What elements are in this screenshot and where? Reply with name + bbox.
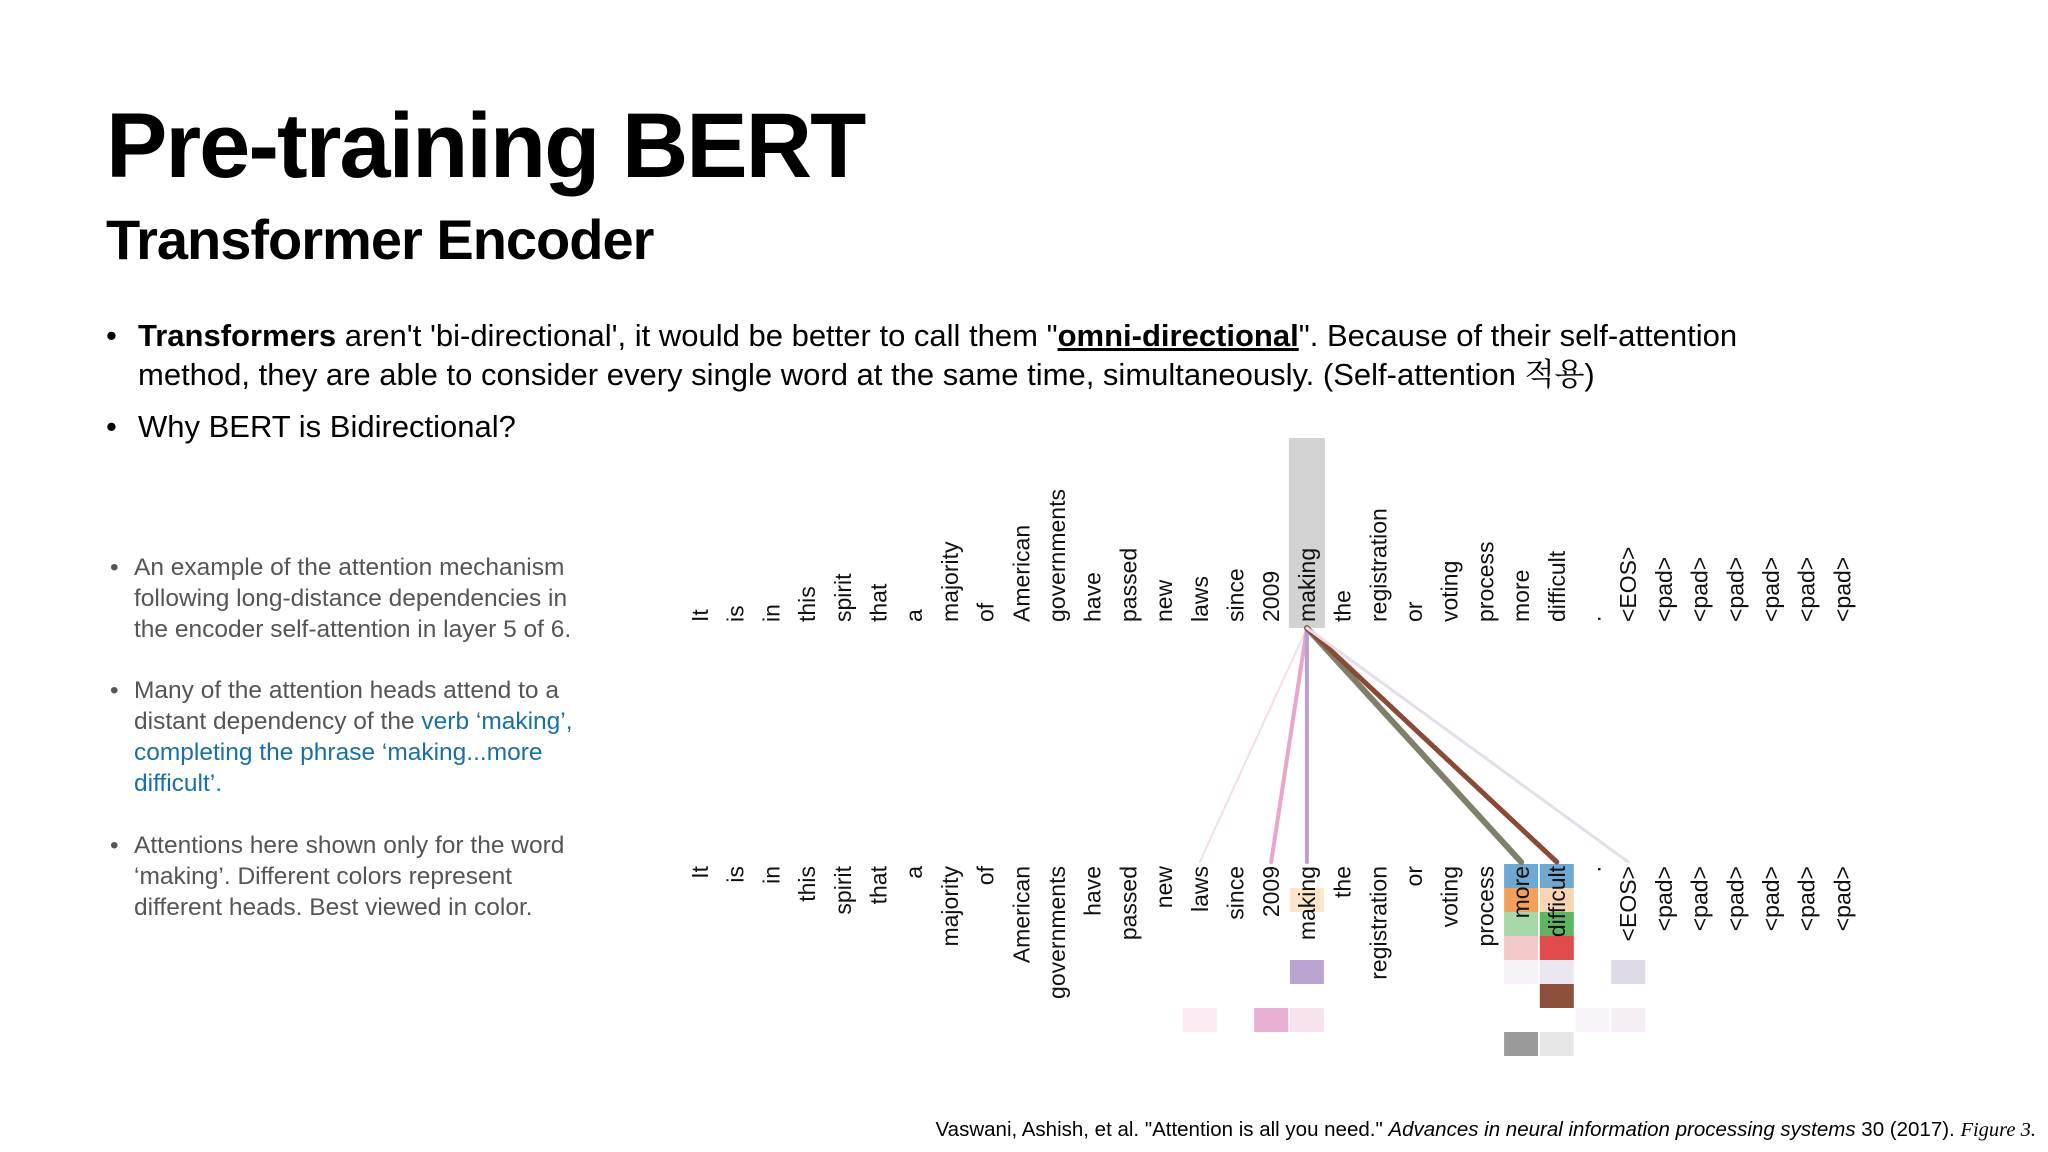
note-line: An example of the attention mechanism (134, 554, 565, 581)
token-label-top: more (1508, 569, 1535, 622)
token-label-bottom: that (865, 866, 892, 905)
bold-term: Transformers (138, 318, 337, 353)
token-label-bottom: laws (1186, 866, 1213, 913)
token-label-bottom: is (722, 866, 749, 883)
bullet-dot: • (106, 409, 117, 444)
token-label-top: a (901, 609, 928, 622)
token-label-top: the (1329, 590, 1356, 622)
attention-cell (1611, 960, 1645, 984)
note-line: Attentions here shown only for the word (134, 832, 565, 859)
token-label-bottom: It (687, 866, 713, 879)
token-label-top: . (1579, 615, 1606, 622)
token-label-bottom: registration (1365, 866, 1392, 980)
token-label-bottom: voting (1436, 866, 1463, 928)
bullet-text-part: aren't 'bi-directional', it would be better to call them " (336, 318, 1058, 353)
token-label-bottom: difficult (1543, 866, 1570, 938)
attention-cell (1540, 984, 1574, 1008)
token-label-top: that (865, 583, 892, 622)
token-label-top: passed (1115, 547, 1142, 622)
token-label-top: registration (1365, 508, 1392, 622)
attention-edge (1307, 628, 1628, 862)
citation-journal: Advances in neural information processing systems (1388, 1118, 1856, 1141)
attention-cell (1254, 1008, 1288, 1032)
token-label-top: <pad> (1829, 556, 1856, 622)
token-label-top: is (722, 605, 749, 622)
attention-cell (1611, 1008, 1645, 1032)
token-label-top: It (687, 609, 713, 622)
token-label-bottom: majority (936, 866, 963, 947)
token-label-top: <pad> (1650, 556, 1677, 622)
page-title: Pre-training BERT (106, 95, 865, 197)
bullet-text-line2: method, they are able to consider every single word at the same time, simultaneously. (Self-attention 적용) (138, 357, 1595, 392)
attention-cell (1290, 960, 1324, 984)
token-label-bottom: . (1579, 866, 1606, 873)
token-label-top: <pad> (1793, 556, 1820, 622)
attention-edge (1307, 628, 1521, 862)
bullet-dot: • (110, 554, 119, 581)
token-label-top: governments (1044, 489, 1070, 622)
attention-cell (1504, 1032, 1538, 1056)
token-label-top: voting (1436, 560, 1463, 622)
token-label-top: or (1401, 601, 1427, 622)
attention-cell (1540, 936, 1574, 960)
token-label-top: <EOS> (1615, 546, 1642, 622)
attention-edge (1271, 628, 1307, 862)
token-label-top: new (1151, 579, 1178, 622)
token-label-bottom: or (1401, 866, 1427, 887)
page-subtitle: Transformer Encoder (106, 208, 654, 271)
token-label-bottom: more (1508, 866, 1535, 919)
token-label-top: this (794, 586, 821, 622)
token-label-top: <pad> (1686, 556, 1713, 622)
token-label-top: process (1472, 541, 1499, 622)
token-label-top: difficult (1543, 550, 1570, 622)
token-label-bottom: 2009 (1258, 866, 1285, 918)
attention-cell (1504, 936, 1538, 960)
token-label-bottom: <EOS> (1615, 866, 1642, 942)
token-label-top: of (972, 602, 999, 622)
citation (936, 1118, 2036, 1142)
token-label-bottom: <pad> (1793, 866, 1820, 932)
token-label-top: making (1293, 547, 1320, 622)
note-line: following long-distance dependencies in (134, 585, 568, 612)
token-label-top: have (1079, 572, 1106, 622)
token-label-bottom: a (901, 866, 928, 879)
token-label-top: American (1008, 524, 1035, 622)
token-label-top: spirit (829, 573, 856, 622)
attention-cell (1540, 1032, 1574, 1056)
token-label-bottom: passed (1115, 866, 1142, 941)
note-line: difficult’. (134, 770, 223, 797)
bullet-text: Why BERT is Bidirectional? (138, 409, 516, 444)
token-label-bottom: <pad> (1722, 866, 1749, 932)
citation-volume: 30 (2017). (1855, 1118, 1961, 1141)
token-label-bottom: the (1329, 866, 1356, 898)
token-label-bottom: American (1008, 866, 1035, 964)
token-label-top: laws (1186, 575, 1213, 622)
note-line: Many of the attention heads attend to a (134, 677, 559, 704)
bullet-text-part: ". Because of their self-attention (1298, 318, 1738, 353)
token-label-bottom: this (794, 866, 821, 902)
attention-cell (1183, 1008, 1217, 1032)
bullet-dot: • (106, 318, 117, 353)
citation-authors: Vaswani, Ashish, et al. "Attention is all you need." (935, 1118, 1389, 1141)
citation-figure: Figure 3. (1960, 1119, 2036, 1141)
note-line: different heads. Best viewed in color. (134, 894, 533, 921)
token-label-top: <pad> (1758, 556, 1784, 622)
token-label-bottom: spirit (829, 866, 856, 915)
note-highlight: verb ‘making’, (421, 708, 573, 735)
attention-edge (1307, 628, 1557, 862)
token-label-bottom: governments (1044, 866, 1070, 999)
note-line: the encoder self-attention in layer 5 of 6. (134, 616, 572, 643)
token-label-top: 2009 (1258, 570, 1285, 622)
token-label-top: majority (936, 541, 963, 622)
note-line: ‘making’. Different colors represent (134, 863, 513, 890)
attention-cell (1290, 1008, 1324, 1032)
attention-cell (1504, 960, 1538, 984)
attention-cell (1540, 960, 1574, 984)
token-label-bottom: in (758, 866, 785, 884)
omni-directional-term: omni-directional (1057, 318, 1299, 353)
token-label-bottom: since (1222, 866, 1249, 920)
token-label-bottom: <pad> (1686, 866, 1713, 932)
token-label-top: since (1222, 568, 1249, 622)
token-label-top: in (758, 604, 785, 622)
token-label-bottom: of (972, 866, 999, 886)
attention-cell (1576, 1008, 1610, 1032)
token-label-top: <pad> (1722, 556, 1749, 622)
token-label-bottom: <pad> (1829, 866, 1856, 932)
token-label-bottom: have (1079, 866, 1106, 916)
note-line: completing the phrase ‘making...more (134, 739, 543, 766)
bullet-dot: • (110, 677, 119, 704)
token-label-bottom: making (1293, 866, 1320, 941)
token-label-bottom: <pad> (1650, 866, 1677, 932)
token-label-bottom: process (1472, 866, 1499, 947)
bullet-dot: • (110, 832, 119, 859)
token-label-bottom: <pad> (1758, 866, 1784, 932)
token-label-bottom: new (1151, 866, 1178, 909)
note-text: distant dependency of the (134, 708, 422, 735)
